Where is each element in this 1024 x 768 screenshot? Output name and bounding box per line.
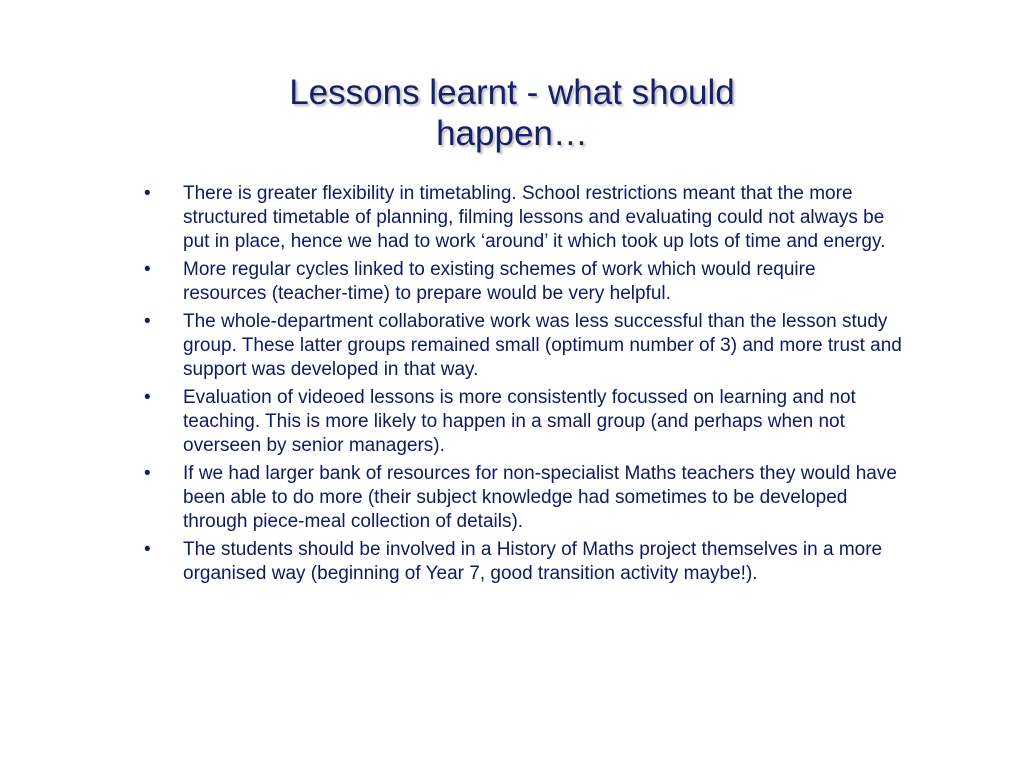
bullet-dot-icon: • (144, 539, 151, 560)
bullet-dot-icon: • (144, 311, 151, 332)
slide-title (0, 72, 1024, 154)
bullet-text: If we had larger bank of resources for non-specialist Maths teachers they would have been able to do more (their subject knowledge had sometimes to be developed through piece-meal collection of details). (183, 463, 897, 532)
bullet-item (142, 386, 902, 458)
bullet-text: The students should be involved in a History of Maths project themselves in a more organised way (beginning of Year 7, good transition activity maybe!). (183, 539, 883, 584)
bullet-text: More regular cycles linked to existing schemes of work which would require resources (teacher-time) to prepare would be very helpful. (183, 259, 816, 304)
bullet-item (142, 462, 902, 534)
bullet-dot-icon: • (144, 259, 151, 280)
bullet-item (142, 182, 902, 254)
bullet-dot-icon: • (144, 183, 151, 204)
bullet-list (142, 182, 902, 590)
slide-title-line-2: happen… (436, 114, 588, 153)
bullet-text: The whole-department collaborative work was less successful than the lesson study group. These latter groups remained small (optimum number of 3) and more trust and support was developed in that way. (183, 311, 902, 380)
bullet-dot-icon: • (144, 463, 151, 484)
slide-title-line-1: Lessons learnt - what should (289, 73, 735, 112)
bullet-item (142, 258, 902, 306)
bullet-dot-icon: • (144, 387, 151, 408)
bullet-text: There is greater flexibility in timetabling. School restrictions meant that the more structured timetable of planning, filming lessons and evaluating could not always be put in place, hence we had to work ‘around’ it which took up lots of time and energy. (183, 183, 886, 252)
bullet-text: Evaluation of videoed lessons is more consistently focussed on learning and not teaching. This is more likely to happen in a small group (and perhaps when not overseen by senior managers). (183, 387, 856, 456)
bullet-item (142, 538, 902, 586)
bullet-item (142, 310, 902, 382)
